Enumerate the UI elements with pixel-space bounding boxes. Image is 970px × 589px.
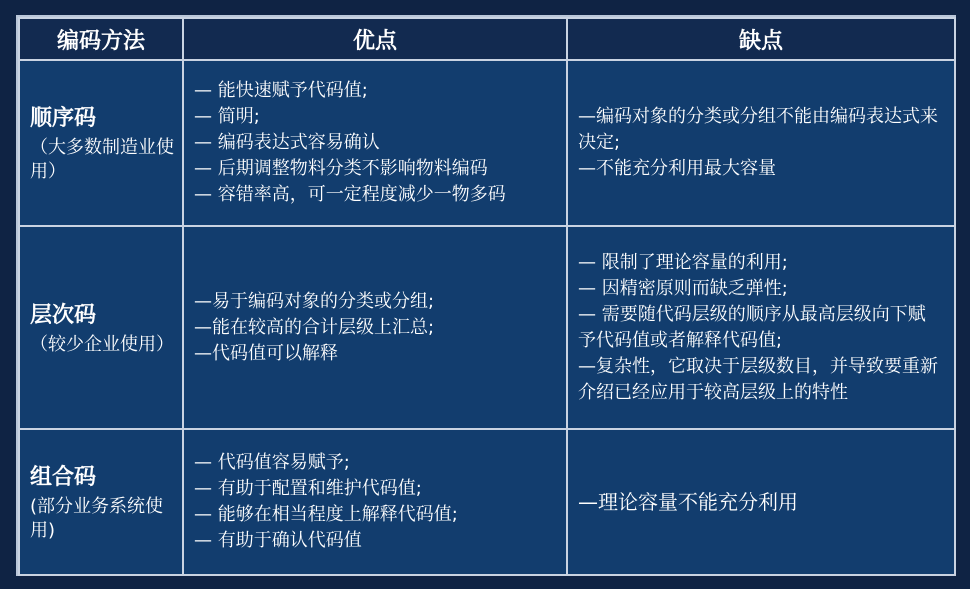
cons-cell — [567, 226, 955, 429]
pros-item: — 后期调整物料分类不影响物料编码 — [194, 158, 488, 179]
pros-item: — 简明; — [194, 106, 260, 127]
pros-item: — 有助于确认代码值 — [194, 530, 362, 551]
table-row — [19, 429, 955, 575]
method-cell — [19, 429, 183, 575]
pros-cell — [183, 226, 567, 429]
pros-item: — 有助于配置和维护代码值; — [194, 478, 422, 499]
comparison-table-frame — [16, 15, 956, 576]
method-note: （大多数制造业使用） — [30, 137, 174, 182]
method-cell — [19, 226, 183, 429]
pros-item: —易于编码对象的分类或分组; — [194, 290, 435, 312]
pros-cell — [183, 60, 567, 226]
cons-item: —复杂性，它取决于层级数目，并导致要重新介绍已经应用于较高层级上的特性 — [578, 355, 938, 403]
cons-item: — 因精密原则而缺乏弹性; — [578, 277, 788, 299]
pros-item: — 能够在相当程度上解释代码值; — [194, 504, 458, 525]
table-row — [19, 60, 955, 226]
method-name: 顺序码 — [30, 106, 97, 131]
cons-item: —不能充分利用最大容量 — [578, 158, 776, 179]
cons-item: —编码对象的分类或分组不能由编码表达式来决定; — [578, 106, 938, 153]
cons-item: —理论容量不能充分利用 — [578, 490, 798, 514]
method-name: 层次码 — [30, 302, 97, 328]
pros-item: — 代码值容易赋予; — [194, 452, 350, 473]
pros-item: —代码值可以解释 — [194, 342, 338, 364]
pros-item: — 能快速赋予代码值; — [194, 80, 368, 101]
method-name: 组合码 — [30, 465, 97, 490]
header-cons: 缺点 — [567, 18, 955, 60]
cons-item: — 需要随代码层级的顺序从最高层级向下赋予代码值或者解释代码值; — [578, 303, 926, 351]
method-cell — [19, 60, 183, 226]
method-note: (部分业务系统使用) — [30, 496, 164, 541]
header-row — [19, 18, 955, 60]
cons-cell — [567, 429, 955, 575]
coding-methods-table — [18, 17, 956, 576]
pros-item: — 编码表达式容易确认 — [194, 132, 380, 153]
method-note: （较少企业使用） — [30, 333, 174, 355]
table-row — [19, 226, 955, 429]
pros-item: —能在较高的合计层级上汇总; — [194, 316, 435, 338]
pros-cell — [183, 429, 567, 575]
pros-item: — 容错率高，可一定程度减少一物多码 — [194, 184, 506, 205]
header-method: 编码方法 — [19, 18, 183, 60]
cons-cell — [567, 60, 955, 226]
header-pros: 优点 — [183, 18, 567, 60]
cons-item: — 限制了理论容量的利用; — [578, 251, 788, 273]
